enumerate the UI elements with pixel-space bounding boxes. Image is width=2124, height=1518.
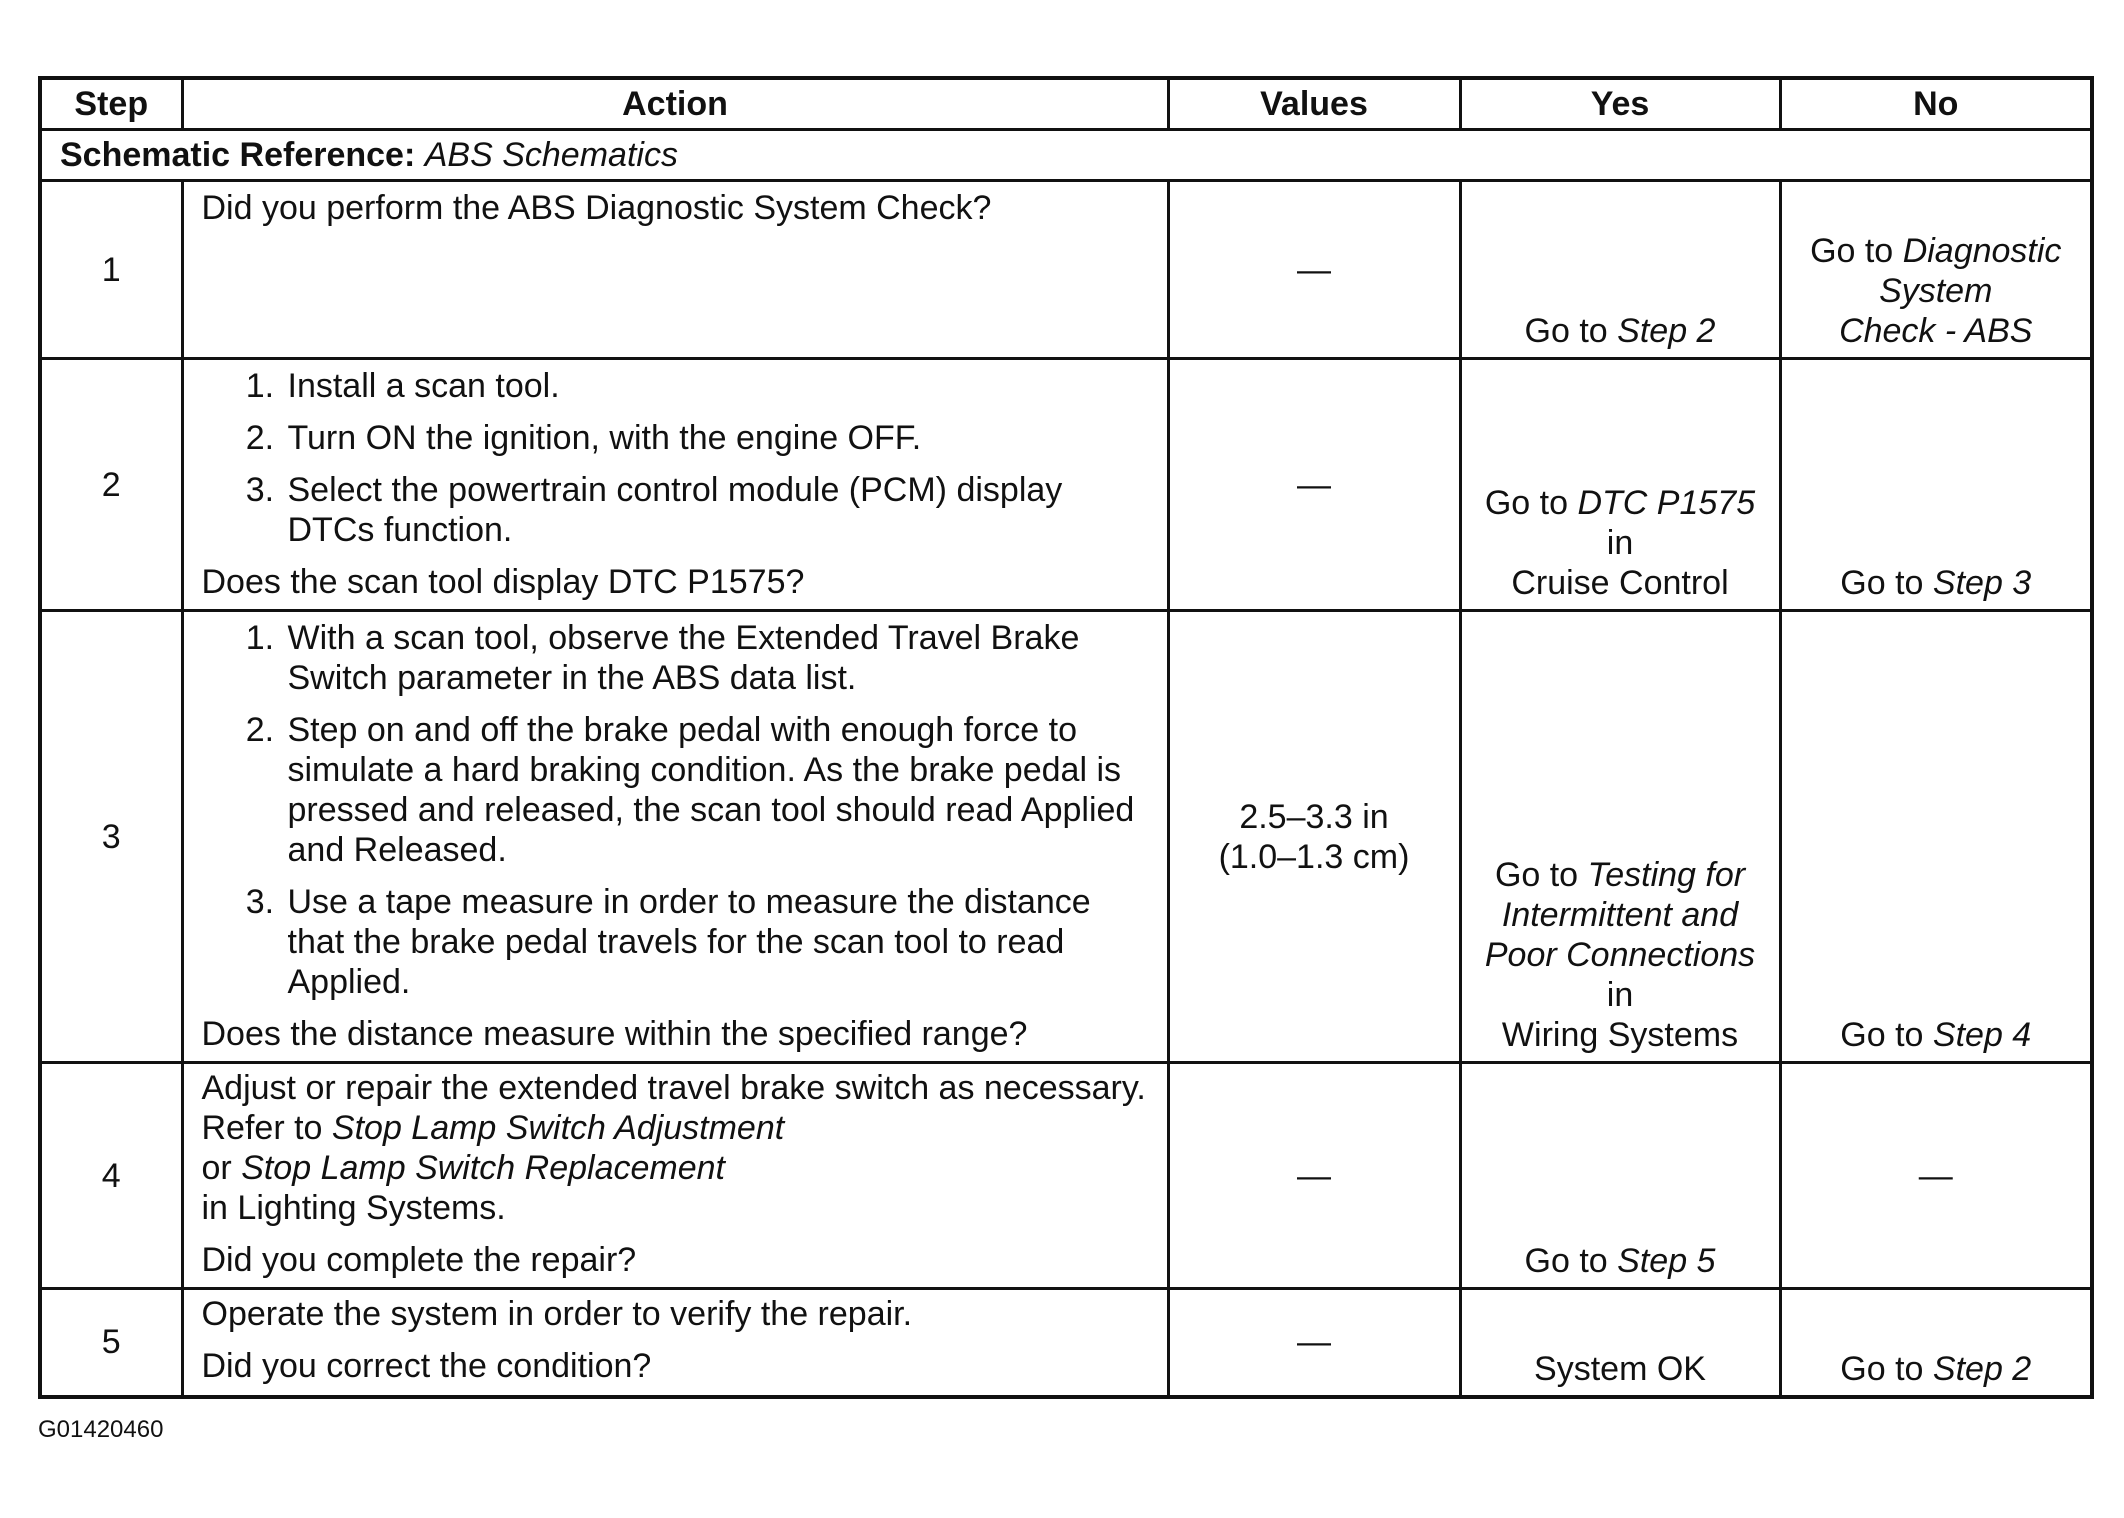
no-cell bbox=[1780, 1289, 2092, 1397]
value-cm: (1.0–1.3 cm) bbox=[1218, 837, 1410, 876]
action-step: 1. Install a scan tool. bbox=[284, 366, 1149, 406]
header-values: Values bbox=[1168, 78, 1460, 130]
action-step: 2. Step on and off the brake pedal with enough force to simulate a hard braking condition. As the brake pedal is pressed and released, the scan tool should read Applied and Released. bbox=[284, 710, 1149, 870]
yes-link-part-2[interactable]: Intermittent and bbox=[1501, 896, 1739, 934]
yes-prefix: Go to bbox=[1524, 312, 1608, 350]
table-row bbox=[40, 1063, 2092, 1289]
schematic-label: Schematic Reference: bbox=[60, 136, 416, 174]
action-link-adjustment[interactable]: Stop Lamp Switch Adjustment bbox=[331, 1109, 785, 1147]
action-question: Did you perform the ABS Diagnostic System Check? bbox=[201, 189, 992, 227]
action-text-1: Adjust or repair the extended travel brake switch as necessary. Refer to bbox=[201, 1069, 1146, 1147]
header-no: No bbox=[1780, 78, 2092, 130]
schematic-link[interactable]: ABS Schematics bbox=[424, 136, 678, 174]
table-row bbox=[40, 1289, 2092, 1397]
action-cell bbox=[182, 611, 1168, 1063]
value-cell: — bbox=[1168, 181, 1460, 359]
yes-cell bbox=[1460, 611, 1780, 1063]
action-step: 3. Select the powertrain control module (PCM) display DTCs function. bbox=[284, 470, 1149, 550]
no-cell bbox=[1780, 611, 2092, 1063]
header-yes: Yes bbox=[1460, 78, 1780, 130]
action-steps bbox=[202, 366, 1149, 550]
table-row bbox=[40, 359, 2092, 611]
action-question: Did you complete the repair? bbox=[201, 1241, 637, 1279]
yes-link[interactable]: Step 2 bbox=[1617, 312, 1716, 350]
yes-in: in bbox=[1606, 524, 1634, 562]
action-in: in Lighting Systems. bbox=[201, 1189, 506, 1227]
yes-prefix: Go to bbox=[1494, 856, 1579, 894]
step-number: 2 bbox=[40, 359, 182, 611]
value-inches: 2.5–3.3 in bbox=[1239, 797, 1389, 836]
schematic-reference bbox=[40, 130, 2092, 181]
no-cell bbox=[1780, 181, 2092, 359]
value-cell bbox=[1168, 611, 1460, 1063]
action-cell bbox=[182, 181, 1168, 359]
action-step: 2. Turn ON the ignition, with the engine OFF. bbox=[284, 418, 1149, 458]
no-link-part-2[interactable]: Check - ABS bbox=[1839, 312, 2033, 350]
yes-prefix: Go to bbox=[1484, 484, 1569, 522]
action-cell bbox=[182, 359, 1168, 611]
step-number: 3 bbox=[40, 611, 182, 1063]
action-step: 3. Use a tape measure in order to measure the distance that the brake pedal travels for the scan tool to read Applied. bbox=[284, 882, 1149, 1002]
no-prefix: Go to bbox=[1840, 1349, 1924, 1388]
header-step: Step bbox=[40, 78, 182, 130]
no-link-part-1[interactable]: Diagnostic System bbox=[1879, 232, 2062, 310]
yes-link-part-3[interactable]: Poor Connections bbox=[1484, 936, 1756, 974]
no-cell bbox=[1780, 359, 2092, 611]
action-question: Did you correct the condition? bbox=[201, 1347, 652, 1385]
value-cell: — bbox=[1168, 359, 1460, 611]
header-row bbox=[40, 78, 2092, 130]
no-prefix: Go to bbox=[1840, 564, 1924, 602]
value-cell: — bbox=[1168, 1289, 1460, 1397]
step-number: 5 bbox=[40, 1289, 182, 1397]
action-question: Does the scan tool display DTC P1575? bbox=[201, 563, 805, 601]
no-prefix: Go to bbox=[1810, 232, 1894, 270]
diagnostic-table bbox=[38, 76, 2094, 1399]
yes-link[interactable]: Step 5 bbox=[1617, 1242, 1716, 1280]
step-number: 4 bbox=[40, 1063, 182, 1289]
action-text bbox=[202, 1068, 1149, 1228]
yes-in: in bbox=[1606, 976, 1634, 1014]
action-text: Operate the system in order to verify the repair. bbox=[201, 1295, 913, 1333]
schematic-reference-row bbox=[40, 130, 2092, 181]
yes-section: Wiring Systems bbox=[1501, 1016, 1739, 1054]
no-cell: — bbox=[1780, 1063, 2092, 1289]
no-link[interactable]: Step 3 bbox=[1932, 564, 2032, 602]
step-number: 1 bbox=[40, 181, 182, 359]
action-cell bbox=[182, 1289, 1168, 1397]
no-link[interactable]: Step 4 bbox=[1932, 1016, 2032, 1054]
no-link[interactable]: Step 2 bbox=[1932, 1349, 2032, 1388]
yes-link[interactable]: DTC P1575 bbox=[1577, 484, 1756, 522]
yes-section: Cruise Control bbox=[1511, 564, 1729, 602]
action-question: Does the distance measure within the specified range? bbox=[201, 1015, 1028, 1053]
action-cell bbox=[182, 1063, 1168, 1289]
figure-id: G01420460 bbox=[38, 1416, 164, 1443]
action-or: or bbox=[201, 1149, 232, 1187]
yes-cell bbox=[1460, 181, 1780, 359]
yes-link-part-1[interactable]: Testing for bbox=[1587, 856, 1746, 894]
action-step: 1. With a scan tool, observe the Extended Travel Brake Switch parameter in the ABS data list. bbox=[284, 618, 1149, 698]
header-action: Action bbox=[182, 78, 1168, 130]
yes-cell bbox=[1460, 359, 1780, 611]
action-link-replacement[interactable]: Stop Lamp Switch Replacement bbox=[241, 1149, 725, 1187]
value-cell: — bbox=[1168, 1063, 1460, 1289]
table-row bbox=[40, 611, 2092, 1063]
yes-cell bbox=[1460, 1063, 1780, 1289]
no-prefix: Go to bbox=[1840, 1016, 1924, 1054]
yes-cell: System OK bbox=[1460, 1289, 1780, 1397]
action-steps bbox=[202, 618, 1149, 1002]
table-row bbox=[40, 181, 2092, 359]
yes-prefix: Go to bbox=[1524, 1242, 1608, 1280]
